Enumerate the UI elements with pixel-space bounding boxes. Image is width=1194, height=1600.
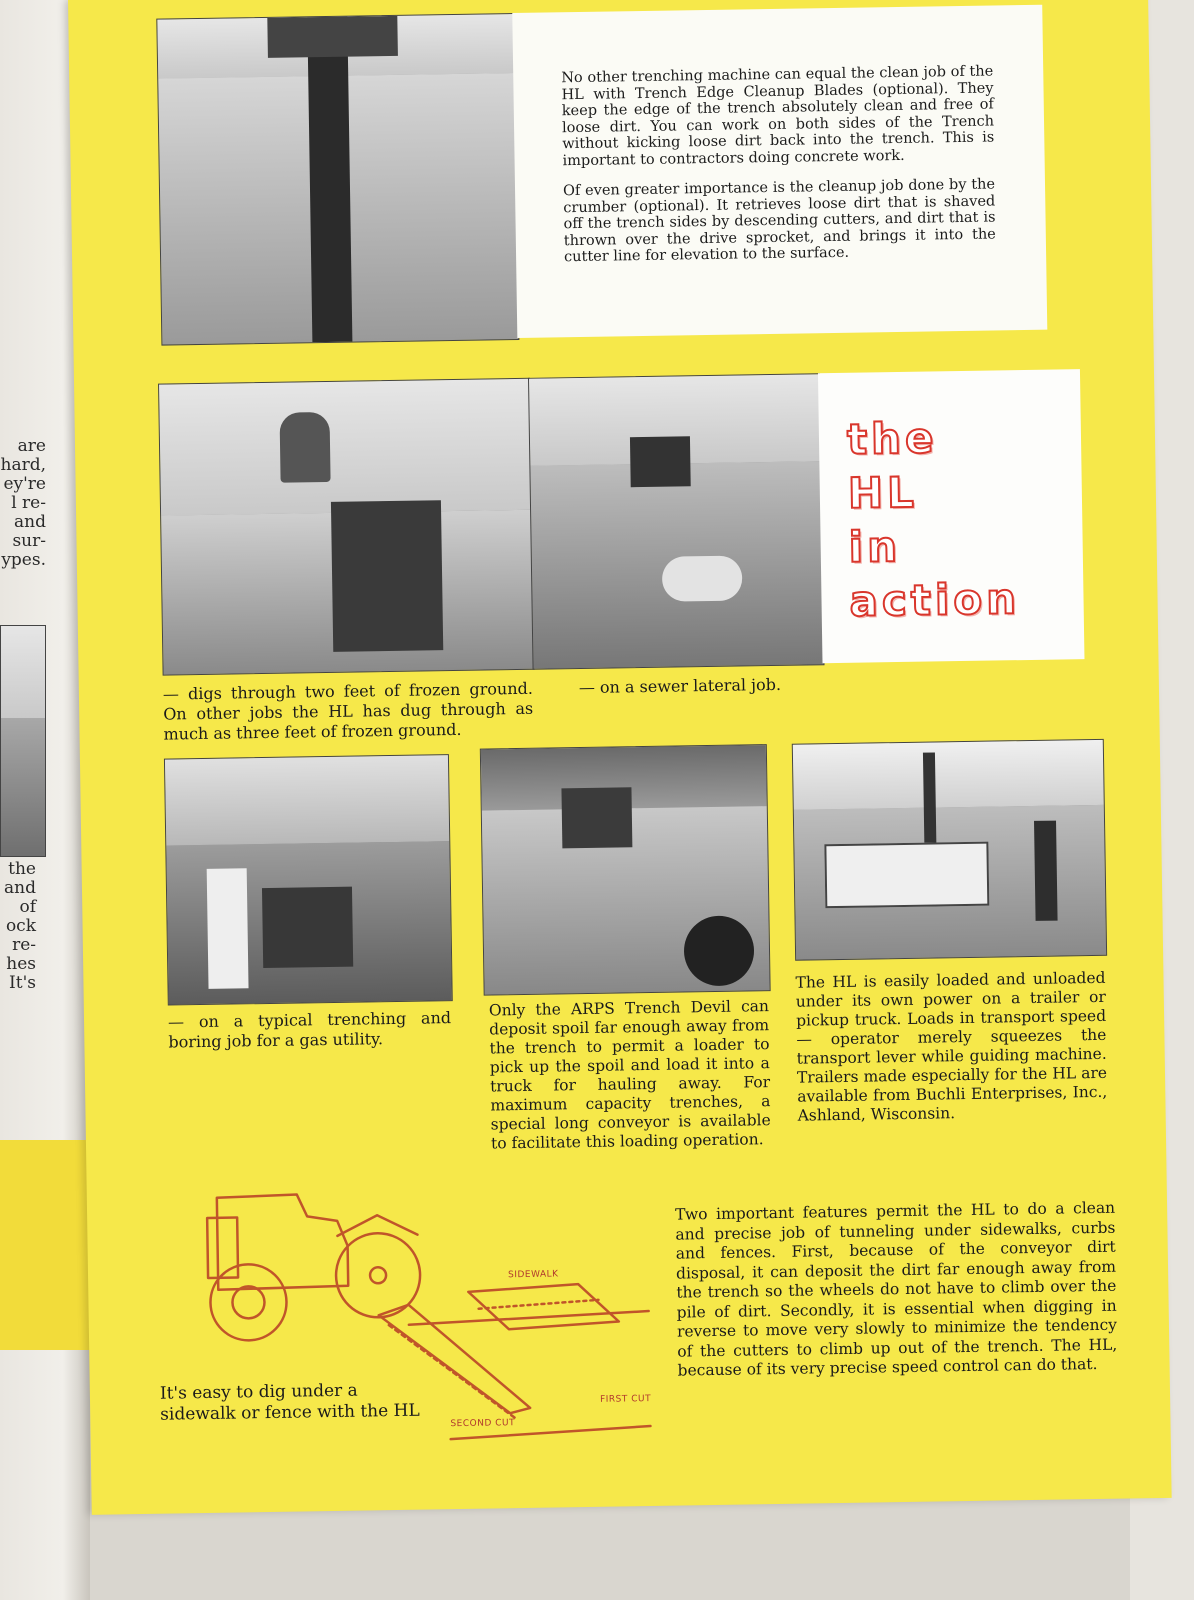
left-fragment: and xyxy=(14,512,46,532)
left-fragment: l re- xyxy=(11,493,46,513)
photo-sewer-lateral xyxy=(528,373,825,670)
caption-gas-utility: — on a typical trenching and boring job for a gas utility. xyxy=(167,1008,452,1052)
photo-frozen-ground xyxy=(158,378,535,676)
caption-trailer-loading: The HL is easily loaded and unloaded under its own power on a trailer or pickup truck. Loads in transport speed — operator merely squeezes the transport lever while guiding machine. Trailers made especially for the HL are available from Buchli Enterprises, Inc., Ashland, Wisconsin. xyxy=(795,968,1108,1125)
brochure-page xyxy=(68,0,1172,1515)
paragraph-crumber: Of even greater importance is the cleanup job done by the crumber (optional). It retrieves loose dirt that is shaved off the trench sides by descending cutters, and dirt that is thrown over the drive sprocket, and brings it into the cutter line for elevation to the surface. xyxy=(562,176,996,266)
photo-trailer-loading xyxy=(792,739,1107,961)
diagram-caption: It's easy to dig under a sidewalk or fence with the HL xyxy=(159,1380,420,1425)
left-page-text-bottom xyxy=(0,860,36,993)
headline-word: action xyxy=(849,574,1021,626)
left-fragment: are xyxy=(17,436,46,456)
caption-spoil-deposit: Only the ARPS Trench Devil can deposit spoil far enough away from the trench to permit a loader to pick up the spoil and load it into a truck for hauling away. For maximum capacity trenches, a special long conveyor is available to facilitate this loading operation. xyxy=(488,997,771,1153)
left-fragment: ey're xyxy=(3,474,46,494)
headline-word: in xyxy=(848,521,902,572)
machine-engine-outline xyxy=(207,1217,238,1277)
left-page-text-top xyxy=(0,437,46,570)
front-wheel-outline xyxy=(210,1264,287,1341)
headline-word: the xyxy=(846,413,938,464)
paragraph-cleanup-blades: No other trenching machine can equal the clean job of the HL with Trench Edge Cleanup Blades (optional). They keep the edge of the trench absolutely clean and free of loose dirt. You can work on both sides of the Trench without kicking loose dirt back into the trench. This is important to contractors doing concrete work. xyxy=(561,63,995,169)
left-fragment: ock xyxy=(5,916,36,936)
left-fragment: and xyxy=(4,878,36,898)
caption-frozen-ground: — digs through two feet of frozen ground. On other jobs the HL has dug through as much as three feet of frozen ground. xyxy=(162,678,534,744)
left-page-yellow-band xyxy=(0,1140,90,1350)
label-sidewalk: SIDEWALK xyxy=(508,1269,559,1281)
sidewalk-slab-outline xyxy=(468,1284,619,1330)
left-page-photo xyxy=(0,625,46,857)
headline-word: HL xyxy=(847,467,919,518)
photo-trench-cleanup xyxy=(156,13,519,346)
left-fragment: hard, xyxy=(0,455,46,475)
left-fragment: sur- xyxy=(12,531,46,551)
label-first-cut: FIRST CUT xyxy=(599,1394,652,1405)
headline-the-hl-in-action xyxy=(847,410,1021,629)
left-fragment: hes xyxy=(6,954,36,974)
paragraph-tunneling: Two important features permit the HL to do a clean and precise job of tunneling under sidewalks, curbs and fences. First, because of the conveyor dirt disposal, it can deposit the dirt far enough away from the trench so the wheels do not have to climb over the pile of dirt. Secondly, it is essential when digging in reverse to move very slowly to minimize the tendency of the cutters to climb up out of the trench. The HL, because of its very precise speed control can do that. xyxy=(675,1198,1118,1380)
text-panel-top xyxy=(512,5,1047,338)
left-fragment: re- xyxy=(12,935,36,955)
headline-panel xyxy=(818,369,1085,663)
left-fragment: of xyxy=(19,897,36,917)
label-second-cut: SECOND CUT xyxy=(450,1418,516,1430)
caption-sewer-lateral: — on a sewer lateral job. xyxy=(578,674,782,698)
photo-gas-utility xyxy=(164,754,453,1005)
photo-spoil-deposit xyxy=(480,744,771,995)
left-fragment: It's xyxy=(9,973,36,993)
left-fragment: the xyxy=(8,859,36,879)
left-fragment: ypes. xyxy=(1,550,46,570)
